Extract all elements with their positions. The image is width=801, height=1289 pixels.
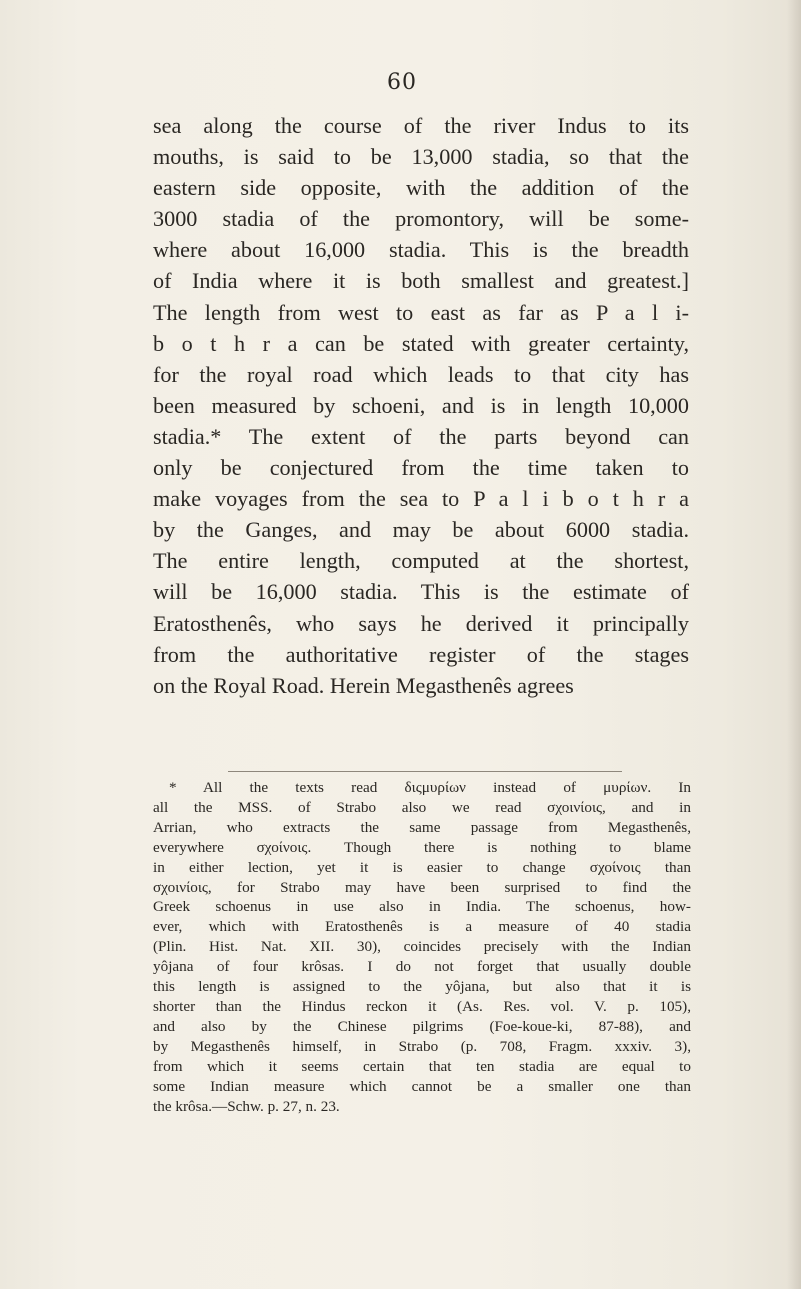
text-line: will be 16,000 stadia. This is the estimate of (153, 579, 689, 605)
text-line: only be conjectured from the time taken to (153, 455, 689, 481)
footnote-line: all the MSS. of Strabo also we read σχοινίοις, and in (153, 798, 691, 816)
text-line: eastern side opposite, with the addition of the (153, 175, 689, 201)
text-line: Eratosthenês, who says he derived it principally (153, 610, 689, 636)
text-line: The entire length, computed at the shortest, (153, 548, 689, 574)
footnote-line: everywhere σχοίνοις. Though there is nothing to blame (153, 838, 691, 856)
text-line: on the Royal Road. Herein Megasthenês agrees (153, 672, 574, 698)
text-line: been measured by schoeni, and is in length 10,000 (153, 392, 689, 418)
footnote-line: Arrian, who extracts the same passage from Megasthenês, (153, 818, 691, 836)
footnote-line: σχοινίοις, for Strabo may have been surprised to find the (153, 878, 691, 896)
footnote-line: and also by the Chinese pilgrims (Foe-koue-ki, 87-88), and (153, 1017, 691, 1035)
text-line: where about 16,000 stadia. This is the breadth (153, 237, 689, 263)
page-edge-shadow (787, 0, 801, 1289)
footnote-line: yôjana of four krôsas. I do not forget that usually double (153, 958, 691, 976)
main-text (153, 110, 689, 701)
footnote-line: some Indian measure which cannot be a smaller one than (153, 1077, 691, 1095)
footnote-line: Greek schoenus in use also in India. The schoenus, how- (153, 898, 691, 916)
footnote-line: the krôsa.—Schw. p. 27, n. 23. (153, 1097, 340, 1115)
text-line: from the authoritative register of the stages (153, 641, 689, 667)
text-line: stadia.* The extent of the parts beyond can (153, 423, 689, 449)
footnote-line: (Plin. Hist. Nat. XII. 30), coincides precisely with the Indian (153, 938, 691, 956)
text-line: 3000 stadia of the promontory, will be some- (153, 206, 689, 232)
footnote (153, 778, 691, 1116)
footnote-line: by Megasthenês himself, in Strabo (p. 708, Fragm. xxxiv. 3), (153, 1037, 691, 1055)
footnote-rule (228, 771, 622, 772)
footnote-line: from which it seems certain that ten stadia are equal to (153, 1057, 691, 1075)
footnote-line: * All the texts read διςμυρίων instead of μυρίων. In (169, 779, 691, 796)
footnote-line: shorter than the Hindus reckon it (As. Res. vol. V. p. 105), (153, 997, 691, 1015)
footnote-line: ever, which with Eratosthenês is a measure of 40 stadia (153, 918, 691, 936)
footnote-line: this length is assigned to the yôjana, but also that it is (153, 978, 691, 996)
text-line: b o t h r a can be stated with greater certainty, (153, 330, 689, 356)
text-line: The length from west to east as far as P a l i- (153, 299, 689, 325)
text-line: mouths, is said to be 13,000 stadia, so that the (153, 144, 689, 170)
page-number: 60 (387, 70, 417, 95)
footnote-line: in either lection, yet it is easier to change σχοίνοις than (153, 858, 691, 876)
text-line: sea along the course of the river Indus to its (153, 113, 689, 138)
text-line: by the Ganges, and may be about 6000 stadia. (153, 517, 689, 543)
text-line: of India where it is both smallest and greatest.] (153, 268, 689, 294)
text-line: for the royal road which leads to that city has (153, 361, 689, 387)
text-line: make voyages from the sea to P a l i b o t h r a (153, 486, 689, 512)
